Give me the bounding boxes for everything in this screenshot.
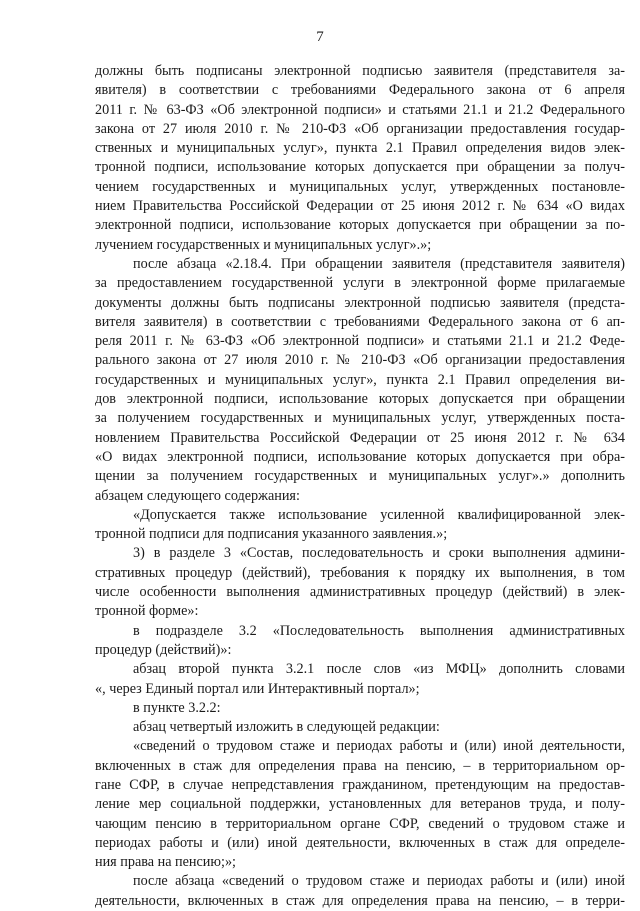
text-line: за получением государственных и муниципальных услуг, утвержденных поста-: [95, 410, 625, 427]
text-line: явителя) в соответствии с требованиями Федерального закона от 6 апреля: [95, 82, 625, 99]
text-line: вителя заявителя) в соответствии с требованиями Федерального закона от 6 ап-: [95, 313, 625, 330]
text-line: ния права на пенсию;»;: [95, 854, 236, 871]
text-line: 3) в разделе 3 «Состав, последовательность и сроки выполнения админи-: [133, 545, 625, 562]
text-line: абзац четвертый изложить в следующей редакции:: [133, 719, 440, 736]
text-line: нием Правительства Российской Федерации от 25 июня 2012 г. № 634 «О видах: [95, 198, 625, 215]
text-line: абзацем следующего содержания:: [95, 487, 300, 504]
text-line: деятельности, включенных в стаж для определения права на пенсию, – в терри-: [95, 892, 625, 909]
text-line: должны быть подписаны электронной подписью заявителя (представителя за-: [95, 63, 625, 79]
text-line: за предоставлением государственной услуги в электронной форме прилагаемые: [95, 275, 625, 292]
text-line: гане СФР, в случае непредставления гражданином, претендующим на предостав-: [95, 776, 625, 793]
text-line: ственных и муниципальных услуг», пункта 2.1 Правил определения видов элек-: [95, 140, 625, 157]
text-line: «О видах электронной подписи, использование которых допускается при обра-: [95, 448, 625, 465]
document-body: [95, 62, 625, 911]
text-line: числе особенности выполнения административных процедур (действий) в элек-: [95, 584, 625, 601]
text-line: ление мер социальной поддержки, установленных для ветеранов труда, и полу-: [95, 796, 625, 813]
text-line: чающим пенсию в территориальном органе СФР, сведений о трудовом стаже и: [95, 815, 625, 832]
text-line: тронной форме»:: [95, 603, 199, 620]
text-line: щении за получением государственных и муниципальных услуг».» дополнить: [95, 468, 625, 485]
text-line: тронной подписи для подписания указанного заявления.»;: [95, 526, 448, 543]
text-line: стративных процедур (действий), требования к порядку их выполнения, в том: [95, 564, 625, 581]
text-line: после абзаца «2.18.4. При обращении заявителя (представителя заявителя): [133, 255, 625, 272]
text-line: «сведений о трудовом стаже и периодах работы и (или) иной деятельности,: [133, 738, 625, 755]
text-line: «, через Единый портал или Интерактивный портал»;: [95, 680, 420, 697]
text-line: документы должны быть подписаны электронной подписью заявителя (предста-: [95, 294, 625, 311]
text-line: процедур (действий)»:: [95, 641, 232, 658]
text-line: дов электронной подписи, использование которых допускается при обращении: [95, 391, 625, 408]
page-number: 7: [316, 29, 324, 45]
text-line: после абзаца «сведений о трудовом стаже и периодах работы и (или) иной: [133, 873, 625, 890]
text-line: закона от 27 июля 2010 г. № 210-ФЗ «Об организации предоставления государ-: [95, 120, 625, 137]
text-line: реля 2011 г. № 63-ФЗ «Об электронной подписи» и статьями 21.1 и 21.2 Феде-: [95, 333, 625, 350]
text-line: новлением Правительства Российской Федерации от 25 июня 2012 г. № 634: [95, 429, 625, 446]
text-line: периодах работы и (или) иной деятельности, включенных в стаж для определе-: [95, 834, 625, 851]
text-line: в пункте 3.2.2:: [133, 699, 221, 716]
text-line: в подразделе 3.2 «Последовательность выполнения административных: [133, 622, 625, 639]
text-line: лучением государственных и муниципальных услуг».»;: [95, 236, 432, 253]
text-line: абзац второй пункта 3.2.1 после слов «из МФЦ» дополнить словами: [133, 661, 625, 678]
text-line: «Допускается также использование усиленной квалифицированной элек-: [133, 506, 625, 523]
text-line: тронной подписи, использование которых допускается при обращении за получ-: [95, 159, 625, 176]
text-line: чением государственных и муниципальных услуг, утвержденных постановле-: [95, 178, 625, 195]
text-line: включенных в стаж для определения права на пенсию, – в территориальном ор-: [95, 757, 625, 774]
text-line: рального закона от 27 июля 2010 г. № 210-ФЗ «Об организации предоставления: [95, 352, 625, 369]
text-line: государственных и муниципальных услуг», пункта 2.1 Правил определения ви-: [95, 371, 625, 388]
text-line: 2011 г. № 63-ФЗ «Об электронной подписи» и статьями 21.1 и 21.2 Федерального: [95, 101, 625, 118]
text-line: электронной подписи, использование которых допускается при обращении за по-: [95, 217, 625, 234]
